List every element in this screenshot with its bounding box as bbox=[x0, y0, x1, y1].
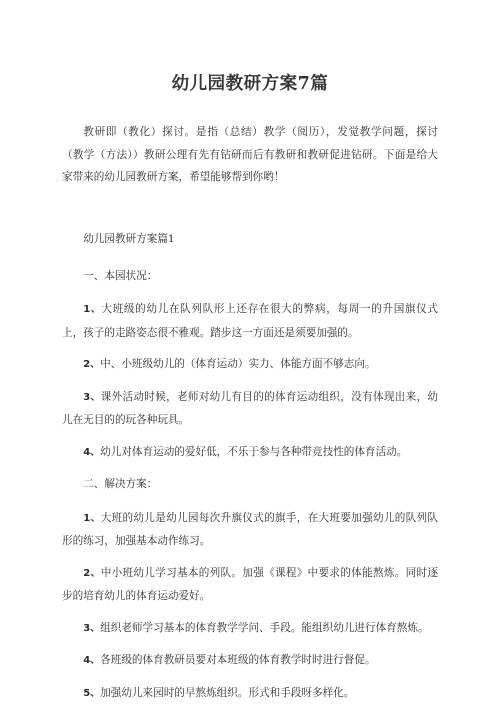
item-text: 组织老师学习基本的体育教学学问、手段。能组织幼儿进行体育熬炼。 bbox=[100, 621, 429, 634]
item-text: 大班级的幼儿在队列队形上还存在很大的弊病，每周一的升国旗仪式上，孩子的走路姿态很不雅观。踏步这一方面还是须要加强的。 bbox=[62, 303, 439, 339]
list-item bbox=[62, 441, 438, 465]
intro-paragraph: 教研即（教化）探讨。是指（总结）教学（阅历），发觉教学问题，探讨（教学（方法））教研公理有先有钻研而后有教研和教研促进钻研。下面是给大家带来的幼儿园教研方案，希望能够帮到你哟！ bbox=[62, 126, 438, 183]
item-text: 课外活动时候，老师对幼儿有目的的体育运动组织，没有体现出来，幼儿在无目的的玩各种玩具。 bbox=[62, 390, 439, 426]
list-item bbox=[62, 507, 438, 553]
part2-heading: 二、解决方案： bbox=[83, 478, 158, 490]
item-number: 1、 bbox=[83, 512, 101, 524]
list-item bbox=[62, 682, 438, 706]
item-number: 3、 bbox=[83, 622, 101, 634]
part1-heading: 一、本园状况： bbox=[83, 269, 158, 282]
item-number: 4、 bbox=[83, 655, 101, 666]
item-text: 大班的幼儿是幼儿园每次升旗仪式的旗手，在大班要加强幼儿的队列队形的练习，加强基本动作练习。 bbox=[62, 511, 439, 547]
item-text: 中小班幼儿学习基本的列队。加强《课程》中要求的体能熬炼。同时逐步的培育幼儿的体育运动爱好。 bbox=[62, 566, 439, 602]
section-title: 幼儿园教研方案篇1 bbox=[83, 232, 175, 245]
item-number: 2、 bbox=[83, 359, 101, 370]
list-item bbox=[62, 353, 438, 377]
item-number: 3、 bbox=[83, 391, 101, 403]
list-item bbox=[62, 562, 438, 608]
list-item bbox=[62, 298, 438, 344]
item-text: 加强幼儿来园时的早熬炼组织。形式和手段呀多样化。 bbox=[100, 686, 355, 699]
document-title: 幼儿园教研方案7篇 bbox=[171, 74, 329, 94]
item-number: 1、 bbox=[83, 304, 102, 315]
list-item bbox=[62, 649, 438, 673]
item-text: 幼儿对体育运动的爱好低，不乐于参与各种带竞技性的体育活动。 bbox=[100, 445, 408, 458]
list-item bbox=[62, 386, 438, 432]
item-number: 2、 bbox=[83, 567, 101, 579]
list-item bbox=[62, 617, 438, 641]
item-text: 中、小班级幼儿的（体育运动）实力、体能方面不够志向。 bbox=[100, 358, 376, 370]
item-text: 各班级的体育教研员要对本班级的体育教学时时进行督促。 bbox=[100, 654, 376, 666]
item-number: 5、 bbox=[83, 687, 101, 699]
item-number: 4、 bbox=[83, 446, 101, 458]
